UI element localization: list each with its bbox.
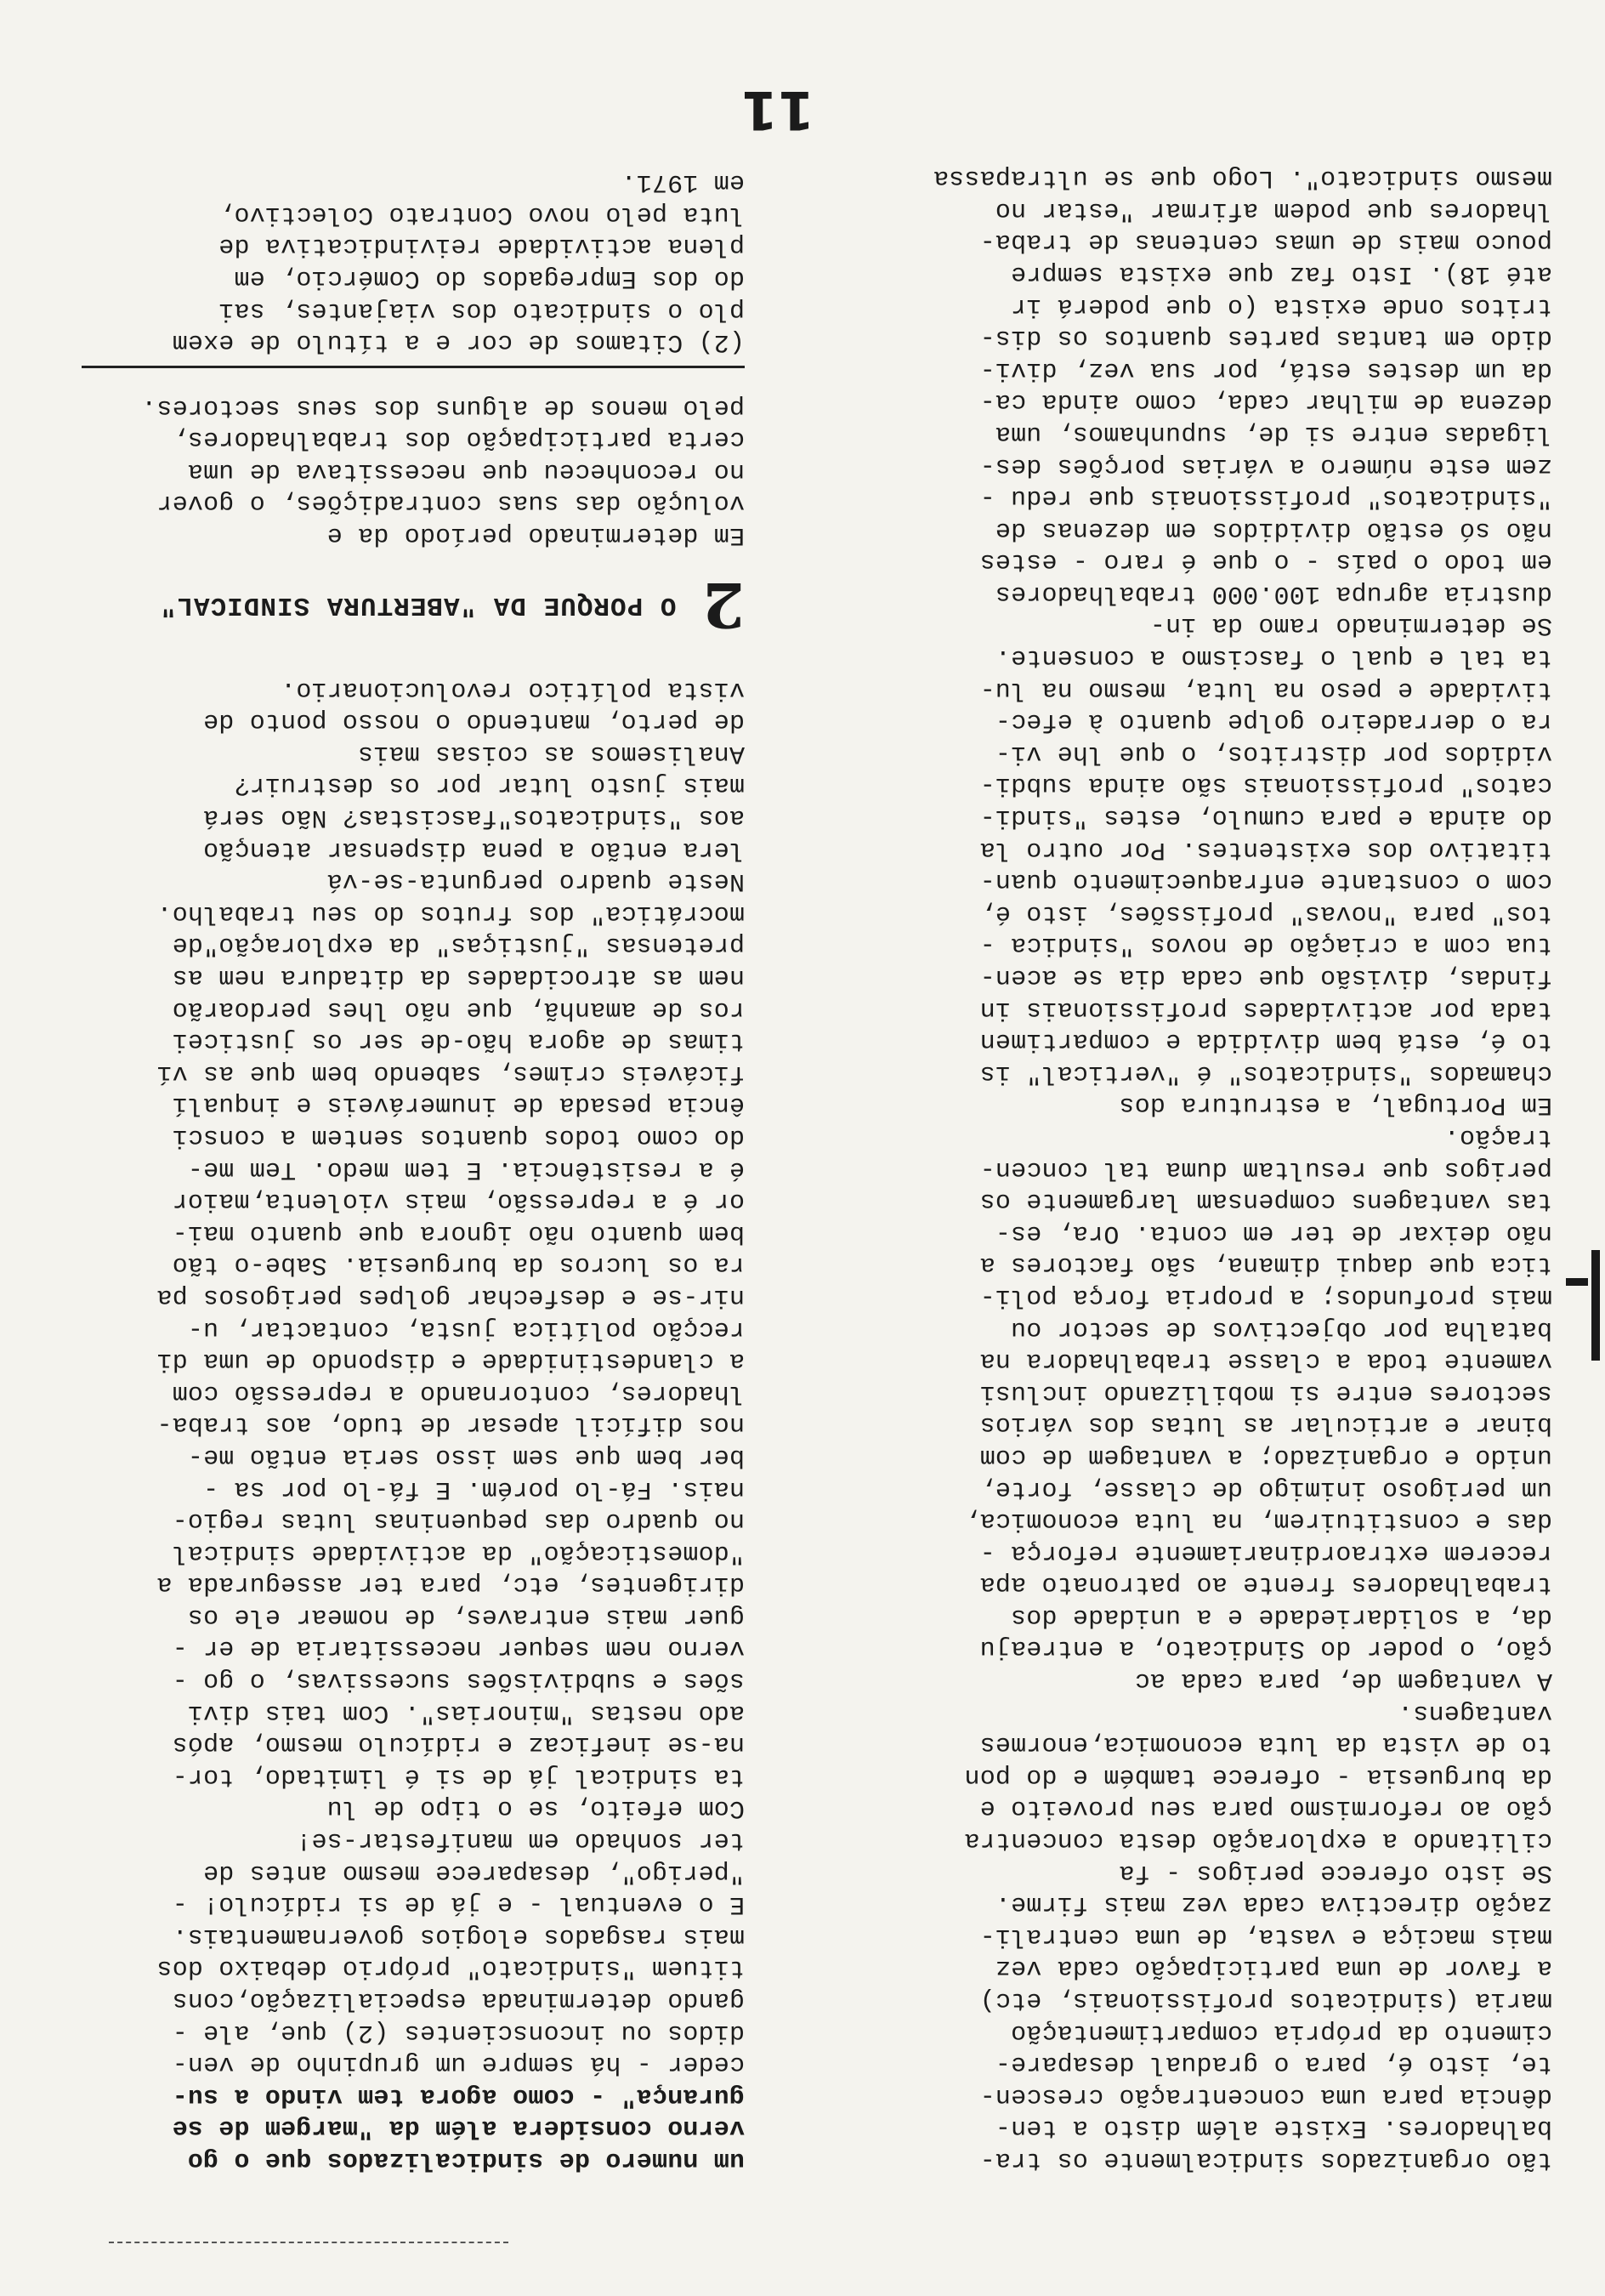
text-line: nir-se e desfechar golpes perigosos pa <box>156 1282 745 1311</box>
text-line: maria (sindicatos profissionais, etc) <box>979 1986 1552 2015</box>
text-line: vididos por distritos, o que lhe vi- <box>995 738 1552 768</box>
text-line: não deixar de ter em conta. Ora, es- <box>995 1218 1552 1247</box>
footnote-line: luta pelo novo Contrato Colectivo, <box>218 199 745 229</box>
text-line: binar e articular as lutas dos vários <box>979 1410 1552 1440</box>
text-line: tividade e peso na luta, mesmo na lu- <box>979 674 1552 704</box>
text-line: Em Portugal, a estrutura dos <box>1119 1090 1552 1120</box>
text-line: ter sonhado em manifestar-se! <box>296 1826 745 1856</box>
section-title: O PORQUE DA "ABERTURA SINDICAL" <box>159 589 677 620</box>
text-line: ra os lucros da burguesia. Sabe-o tão <box>172 1250 745 1280</box>
text-line: não só estão divididos em dezenas de <box>995 514 1552 544</box>
text-line: bem quanto não ignora que quanto mai- <box>172 1218 745 1247</box>
section-number: 2 <box>701 569 745 642</box>
text-line: tada por actividades profissionais in <box>979 994 1552 1024</box>
text-line: mais profundos; a propria força poli- <box>979 1282 1552 1311</box>
text-line: Neste quadro pergunta-se-vá <box>326 867 745 896</box>
text-line: Com efeito, se o tipo de lu <box>326 1793 745 1823</box>
text-line: até 18). Isto faz que exista sempre <box>1010 259 1552 288</box>
text-line: tas vantagens compensam largamente os <box>979 1186 1552 1216</box>
text-line: lhadores que podem afirmar "estar no <box>995 195 1552 224</box>
text-line: verno nem sequer necessitaria de er - <box>172 1634 745 1663</box>
text-line: verno considera além da "margem de se <box>172 2113 745 2143</box>
footnote-line: plo o sindicato dos viajantes, sai <box>218 295 745 325</box>
text-line: da um destes está, por sua vez, divi- <box>979 355 1552 384</box>
footnote-line: do dos Empregados do Comércio, em <box>234 263 745 293</box>
text-line: Analisemos as coisas mais <box>357 738 745 768</box>
text-line: mais justo lutar por os destruir? <box>234 770 745 800</box>
text-line: lhadores, contornando a repressão com <box>172 1378 745 1407</box>
text-line: aos "sindicatos"fascistas? Não será <box>202 803 745 833</box>
text-line: sectores entre si mobilizando inclusi <box>979 1378 1552 1407</box>
section-heading <box>14 569 745 642</box>
text-line: Se determinado ramo da in- <box>1149 611 1552 640</box>
text-line: nais. Fá-lo porém. E fá-lo por sa - <box>202 1474 745 1503</box>
text-line: perigos que resultam duma tal concen- <box>979 1154 1552 1184</box>
text-line: dustria agrupa 100.000 trabalhadores <box>995 578 1552 608</box>
text-line: to de vista da luta economica,enormes <box>979 1730 1552 1759</box>
text-line: guer mais entraves, de nomear ele os <box>187 1601 745 1631</box>
text-line: do ainda e para cumulo, estes "sindi- <box>979 803 1552 833</box>
text-line: ficáveis crimes, sabendo bem que as ví <box>156 1058 745 1088</box>
text-line: dido em tantas partes quantos os dis- <box>979 323 1552 353</box>
text-line: vamente toda a classe trabalhadora na <box>979 1346 1552 1376</box>
text-line: ligadas entre si de, supunhamos, uma <box>995 418 1552 448</box>
text-line: é a resistência. E tem medo. Tem me- <box>187 1154 745 1184</box>
text-line: dirigentes, etc, para ter assegurada a <box>156 1570 745 1600</box>
text-line: a clandestinidade e dispondo de uma di <box>156 1346 745 1376</box>
text-line: ros de amanhã, que não lhes perdoarão <box>172 994 745 1024</box>
text-line: timas de agora hão-de ser os justicei <box>172 1026 745 1056</box>
text-line: zação directiva cada vez mais firme. <box>995 1890 1552 1919</box>
text-line: chamados "sindicatos" é "vertical" is <box>979 1058 1552 1088</box>
right-column <box>14 166 745 2175</box>
text-line: um perigoso inimigo de classe, forte, <box>979 1474 1552 1503</box>
margin-tick <box>1566 1278 1588 1286</box>
text-line: tua com a criação de novos "sindica - <box>979 930 1552 960</box>
footnote-divider <box>82 366 745 368</box>
footer-rule <box>109 2242 508 2243</box>
footnote-line: (2) Citamos de cor e a título de exem <box>172 327 745 357</box>
text-line: pretensas "justiças" da exploração"de <box>172 930 745 960</box>
text-line: unido e organizado; a vantagem de com <box>979 1441 1552 1471</box>
text-line: gando determinada especialização,cons <box>172 1986 745 2015</box>
text-line: te, isto é, para o gradual desapare- <box>995 2049 1552 2079</box>
text-line: ado nestas "minorias". Com tais divi <box>187 1697 745 1727</box>
text-line: nos difícil apesar de tudo, aos traba- <box>156 1410 745 1440</box>
text-line: volução das suas contradições, o gover <box>156 488 745 518</box>
text-line: dência para uma concentração crescen- <box>979 2081 1552 2111</box>
text-line: ência pesada de inumeráveis e inqualí <box>172 1090 745 1120</box>
text-line: to é, está bem dividida e compartimen <box>979 1026 1552 1056</box>
text-line: ra o derradeiro golpe quanto à efec- <box>995 707 1552 736</box>
page-number: 11 <box>740 79 814 141</box>
text-line: recerem extraordinariamente reforça - <box>979 1537 1552 1567</box>
text-line: tituem "sindicato" próprio debaixo dos <box>156 1953 745 1983</box>
footnote <box>14 166 745 358</box>
text-line: dezena de milhar cada, como ainda ca- <box>979 387 1552 417</box>
text-line: didos ou inconscientes (2) que, ale - <box>172 2017 745 2047</box>
text-line: ção, o poder do Sindicato, a entreaju <box>979 1634 1552 1663</box>
text-line: ber bem que sem isso seria então me- <box>187 1441 745 1471</box>
text-line: sões e subdivisões sucessivas, o go - <box>172 1666 745 1696</box>
text-line: balhadores. Existe além disto a ten- <box>995 2113 1552 2143</box>
text-line: ceder - há sempre um grupinho de ven- <box>172 2049 745 2079</box>
text-line: cilitando a exploração desta concentra <box>964 1826 1552 1856</box>
text-line: "perigo", desaparece mesmo antes de <box>202 1857 745 1887</box>
text-line: trabalhadores frente ao patronato apa <box>979 1570 1552 1600</box>
text-line: batalha por objectivos de sector ou <box>1010 1314 1552 1344</box>
text-line: pouco mais de umas centenas de traba- <box>979 227 1552 257</box>
text-line: mais maciça e vasta, de uma centrali- <box>979 1921 1552 1951</box>
text-line: mais rasgados elogios governamentais. <box>172 1921 745 1951</box>
text-line: tos" para "novas" profissões, isto é, <box>979 898 1552 928</box>
text-line: do como todos quantos sentem a consci <box>172 1122 745 1151</box>
text-line: tração. <box>1443 1122 1552 1151</box>
text-line: tão organizados sindicalmente os tra- <box>979 2145 1552 2174</box>
text-line: pelo menos de alguns dos seus sectores. <box>141 392 745 422</box>
text-line: a favor de uma participação cada vez <box>995 1953 1552 1983</box>
text-line: recção política justa, contactar, u- <box>187 1314 745 1344</box>
text-line: mesmo sindicato". Logo que se ultrapassa <box>933 163 1552 193</box>
text-line: mocrática" dos frutos do seu trabalho. <box>156 898 745 928</box>
footnote-line: em 1971. <box>621 168 745 197</box>
right-column-body <box>14 673 745 2175</box>
text-line: no reconheceu que necessitava de uma <box>187 456 745 486</box>
text-line: um numero de sindicalizados que o go <box>187 2145 745 2174</box>
text-line: tica que daqui dimana, são factores a <box>979 1250 1552 1280</box>
text-line: em todo o país - o que é raro - estes <box>979 547 1552 577</box>
text-line: ta tal e qual o fascismo a consente. <box>995 643 1552 673</box>
text-line: lera então a pena dispensar atenção <box>202 834 745 864</box>
footnote-line: plena actividade reivindicativa de <box>218 231 745 261</box>
text-line: zem este número a várias porções des- <box>979 451 1552 480</box>
margin-mark <box>1591 1250 1600 1361</box>
text-line: gurança" - como agora tem vindo a su- <box>172 2081 745 2111</box>
section-body <box>14 390 745 550</box>
text-line: vantagens. <box>1397 1697 1552 1727</box>
text-line: ção ao reformismo para seu proveito e <box>979 1793 1552 1823</box>
text-line: certa participação dos trabalhadores, <box>172 424 745 454</box>
text-line: Se isto oferece perigos - fa <box>1119 1857 1552 1887</box>
text-line: da, a solidariedade e a unidade dos <box>1010 1601 1552 1631</box>
text-line: tritos onde exista (o que poderá ir <box>1010 291 1552 321</box>
text-line: "sindicatos" profissionais que redu - <box>979 483 1552 513</box>
text-line: cimento da própria compartimentação <box>1010 2017 1552 2047</box>
text-line: de perto, mantendo o nosso ponto de <box>202 707 745 736</box>
text-line: "domesticação" da actividade sindical <box>172 1537 745 1567</box>
text-line: E o eventual - e já de si ridículo! - <box>172 1890 745 1919</box>
text-line: catos" profissionais são ainda subdi- <box>979 770 1552 800</box>
text-line: A vantagem de, para cada ac <box>1134 1666 1552 1696</box>
left-column <box>804 162 1552 2175</box>
text-line: na-se ineficaz e ridículo mesmo, após <box>172 1730 745 1759</box>
text-line: nem as atrocidades da ditadura nem as <box>172 963 745 992</box>
text-line: no quadro das pequeninas lutas regio- <box>172 1506 745 1536</box>
text-line: ta sindical já de si é limitado, tor- <box>172 1761 745 1791</box>
text-line: das e constituirem, na luta economica, <box>964 1506 1552 1536</box>
text-line: findas, divisão que cada dia se acen- <box>979 963 1552 992</box>
text-line: or é a repressão, mais violenta,maior <box>172 1186 745 1216</box>
text-line: vista político revolucionario. <box>280 674 745 704</box>
text-line: Em determinado período da e <box>326 520 745 550</box>
text-line: da burguesia - oferece também e do pon <box>964 1761 1552 1791</box>
text-line: titativo dos existentes. Por outro la <box>979 834 1552 864</box>
text-line: com o constante enfraquecimento quan- <box>979 867 1552 896</box>
